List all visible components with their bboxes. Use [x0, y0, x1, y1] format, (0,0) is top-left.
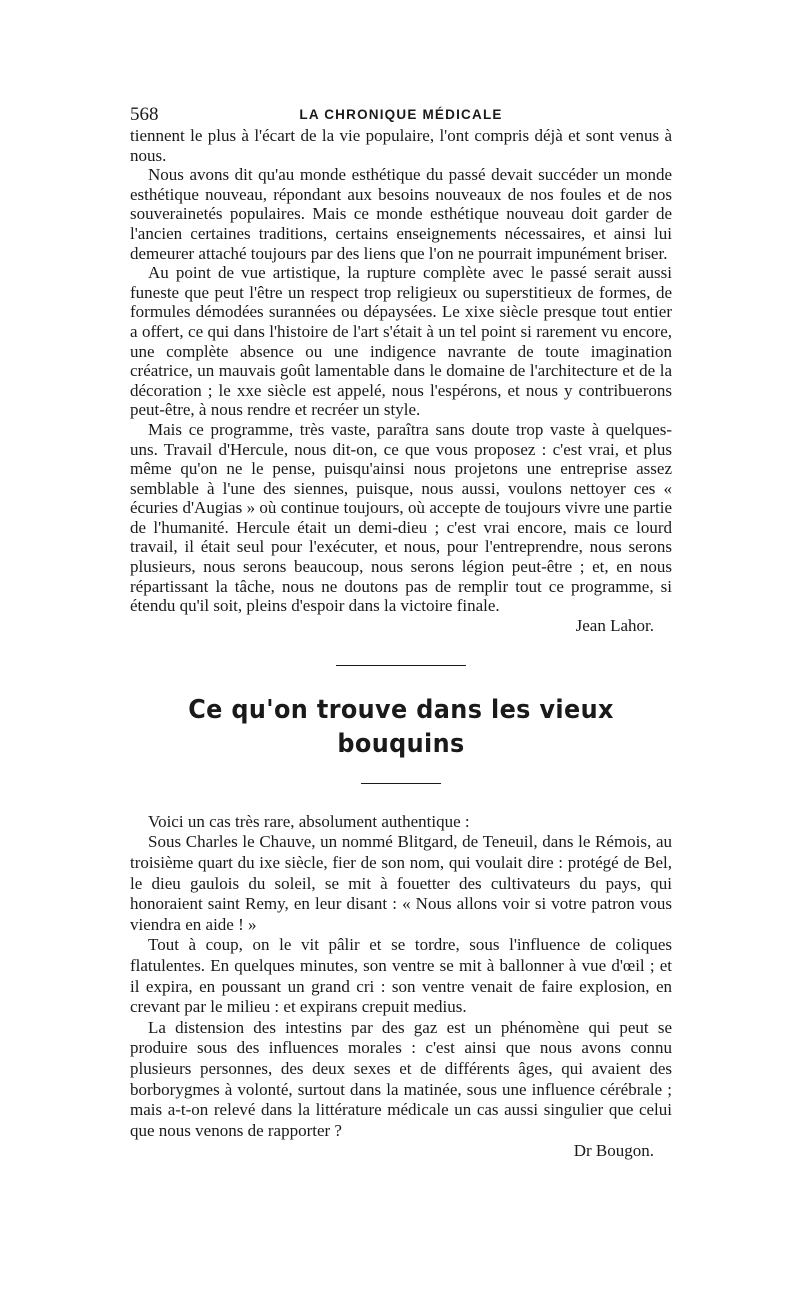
page-number: 568 [130, 104, 159, 125]
paragraph: tiennent le plus à l'écart de la vie populaire, l'ont compris déjà et sont venus à nous. [130, 126, 672, 165]
section-divider [336, 665, 466, 666]
article-body [130, 812, 672, 1162]
previous-article-continuation [130, 126, 672, 636]
paragraph: Voici un cas très rare, absolument authentique : [148, 811, 470, 831]
page-body [130, 100, 672, 1161]
paragraph: Mais ce programme, très vaste, paraîtra sans doute trop vaste à quelques-uns. Travail d'Hercule, nous dit-on, ce que vous proposez : c'est vrai, et plus même qu'on ne le pense, puisqu'ainsi nous projetons une entreprise assez semblable à l'une des siennes, puisque, nous aussi, voulons nettoyer ces « écuries d'Augias » où continue toujours, où accepte de toujours vivre une partie de l'humanité. Hercule était un demi-dieu ; c'est vrai encore, mais ce lourd travail, il était seul pour l'exécuter, et nous, pour l'entreprendre, nous serons plusieurs, nous serons beaucoup, nous serons légion peut-être ; et, en nous répartissant la tâche, nous ne doutons pas de remplir tout ce programme, si étendu qu'il soit, pleins d'espoir dans la victoire finale. [130, 419, 672, 616]
article-title: Ce qu'on trouve dans les vieux bouquins [188, 694, 614, 759]
paragraph: Tout à coup, on le vit pâlir et se tordre, sous l'influence de coliques flatulentes. En quelques minutes, son ventre se mit à ballonner à vue d'œil ; et il expira, en poussant un grand cri : son ventre venait de faire explosion, en crevant par le milieu : et expirans crepuit medius. [130, 935, 672, 1017]
author-signature: Jean Lahor. [575, 615, 654, 635]
paragraph: Nous avons dit qu'au monde esthétique du passé devait succéder un monde esthétique nouveau, répondant aux besoins nouveaux de nos foules et de nos souverainetés populaires. Mais ce monde esthétique nouveau doit garder de l'ancien certaines traditions, certains enseignements nécessaires, et ainsi lui demeurer attaché toujours par des liens que l'on ne pourrait impunément briser. [130, 165, 672, 263]
paragraph: Sous Charles le Chauve, un nommé Blitgard, de Teneuil, dans le Rémois, au troisième quart du ixe siècle, fier de son nom, qui voulait dire : protégé de Bel, le dieu gaulois du soleil, se mit à fouetter des cultivateurs du pays, qui honoraient saint Remy, en leur disant : « Nous allons voir si votre patron vous viendra en aide ! » [130, 832, 672, 934]
author-signature: Dr Bougon. [573, 1141, 654, 1161]
paragraph: Au point de vue artistique, la rupture complète avec le passé serait aussi funeste que peut l'être un respect trop religieux ou superstitieux de formes, de formules démodées surannées ou dépaysées. Le xixe siècle presque tout entier a offert, ce qui dans l'histoire de l'art s'était à un tel point si rarement vu encore, une complète absence ou une indigence navrante de toute imagination créatrice, un mauvais goût lamentable dans le domaine de l'architecture et de la décoration ; le xxe siècle est appelé, nous l'espérons, et nous y contribuerons peut-être, à nous rendre et recréer un style. [130, 263, 672, 420]
running-header [130, 100, 672, 126]
paragraph: La distension des intestins par des gaz est un phénomène qui peut se produire sous des influences morales : c'est ainsi que nous avons connu plusieurs personnes, des deux sexes et de différents âges, qui avaient des borborygmes à volonté, surtout dans la matinée, sous une influence cérébrale ; mais a-t-on relevé dans la littérature médicale un cas aussi singulier que celui que nous venons de rapporter ? [130, 1017, 672, 1140]
title-underline [361, 783, 441, 784]
journal-title: LA CHRONIQUE MÉDICALE [299, 107, 503, 122]
